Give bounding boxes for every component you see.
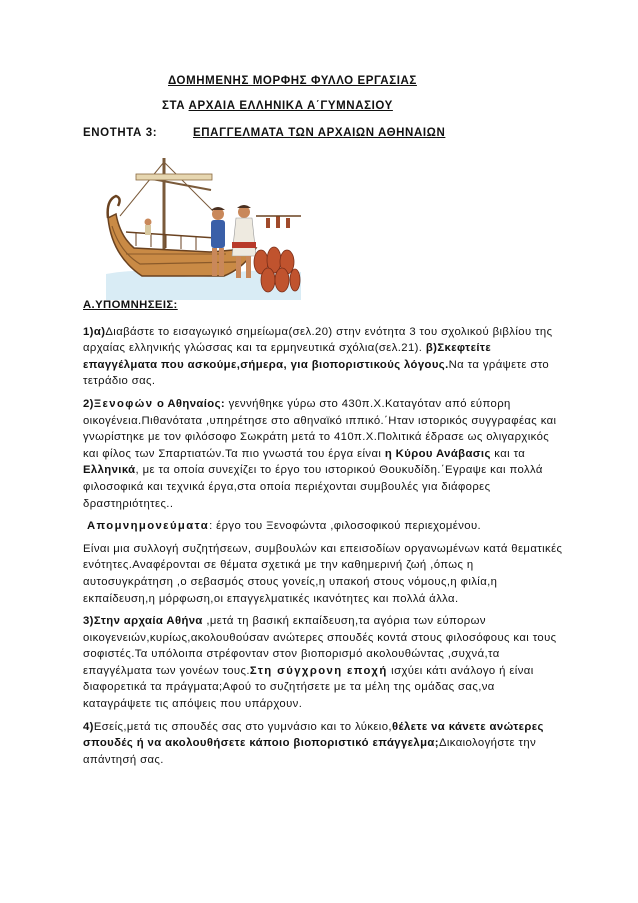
question-1-instruction: Να τα γράψετε στο τετράδιο σας. bbox=[83, 358, 550, 388]
question-4-instruction: Δικαιολογήστε την απάντησή σας. bbox=[83, 737, 537, 766]
question-4-question: θέλετε να κάνετε ανώτερες σπουδές ή να ακολουθήσετε κάποιο βιοποριστικό επάγγελμα; bbox=[83, 720, 544, 750]
collection-paragraph: Είναι μια συλλογή συζητήσεων, συμβουλών και επεισοδίων οργανωμένων κατά θεματικές ενότητες.Αναφέρονται σε θέματα σχετικά με την καθημερινή ζωή ,όπως η αυτοσυγκράτηση ,ο σεβασμός στους γονείς,η υπακοή στους νόμους,η φιλία,η εκπαίδευση,η μόρφωση,οι επαγγελματικές ικανότητες και πολλά άλλα. bbox=[83, 542, 563, 605]
ancient-ship-illustration bbox=[106, 156, 301, 300]
work-connector: και τα bbox=[490, 447, 526, 460]
question-2 bbox=[83, 396, 563, 512]
question-3-number: 3) bbox=[83, 615, 94, 628]
worksheet-body bbox=[83, 297, 563, 774]
question-3-text: ,μετά τη βασική εκπαίδευση,τα αγόρια των εύπορων οικογενειών,κυρίως,ακολουθούσαν ανώτερες σπουδές κοντά στους φιλοσόφους και τους σοφιστές.Τα υπόλοιπα στρέφονταν στον βιοπορισμό ακολουθώντας ,συχνά,τα επαγγέλματα των γονέων τους. bbox=[83, 615, 557, 677]
memorabilia-text: : έργο του Ξενοφώντα ,φιλοσοφικού περιεχομένου. bbox=[209, 520, 482, 533]
ship-merchants-icon bbox=[106, 156, 301, 300]
question-1-text: Διαβάστε το εισαγωγικό σημείωμα(σελ.20) στην ενότητα 3 του σχολικού βιβλίου της αρχαίας ελληνικής γλώσσας και τα ερμηνευτικά σχόλια(σελ.21). bbox=[83, 325, 553, 355]
xenophon-epithet: ο Αθηναίος: bbox=[156, 397, 226, 410]
question-4-text: Εσείς,μετά τις σπουδές σας στο γυμνάσιο και το λύκειο, bbox=[93, 720, 392, 733]
unit-heading bbox=[83, 127, 446, 139]
question-3-modern: Στη σύγχρονη εποχή bbox=[249, 664, 388, 677]
xenophon-name: Ξενοφών bbox=[93, 397, 154, 410]
xenophon-bio: γεννήθηκε γύρω στο 430π.Χ.Καταγόταν από εύπορη οικογένεια.Πιθανότατα ,υπηρέτησε στο αθηναϊκό ιππικό.΄Ηταν ιστορικός συγγραφέας και γνωρίστηκε με τον φιλόσοφο Σωκράτη μετά το 410π.Χ.Πολιτικά έδρασε ως ολιγαρχικός και φίλος των Σπαρτιατών.Τα πιο γνωστά του έργα είναι bbox=[83, 397, 557, 460]
question-4-number: 4) bbox=[83, 720, 94, 733]
question-3-task: ισχύει κάτι ανάλογο ή είναι διαφορετικά τα πράγματα;Αφού το συζητήσετε με τα μέλη της ομάδας σας,να καταγράψετε τις απόψεις που υπάρχουν. bbox=[83, 664, 534, 711]
question-1-number: 1)α) bbox=[83, 325, 106, 338]
question-2-number: 2) bbox=[83, 397, 94, 410]
work-hellenica: Ελληνικά bbox=[83, 464, 136, 477]
question-1-task: β)Σκεφτείτε επαγγέλματα που ασκούμε,σήμερα, για βιοποριστικούς λόγους. bbox=[83, 342, 492, 371]
unit-title: ΕΠΑΓΓΕΛΜΑΤΑ ΤΩΝ ΑΡΧΑΙΩΝ ΑΘΗΝΑΙΩΝ bbox=[193, 127, 446, 139]
question-3 bbox=[83, 613, 563, 713]
subtitle-prefix: ΣΤΑ bbox=[162, 100, 189, 112]
question-1 bbox=[83, 324, 563, 390]
work-anabasis: η Κύρου Ανάβασις bbox=[384, 447, 491, 460]
worksheet-title: ΔΟΜΗΜΕΝΗΣ ΜΟΡΦΗΣ ΦΥΛΛΟ ΕΡΓΑΣΙΑΣ bbox=[168, 75, 417, 87]
question-3-athens: Στην αρχαία Αθήνα bbox=[93, 615, 203, 628]
xenophon-bio-end: , με τα οποία συνεχίζει το έργο του ιστορικού Θουκυδίδη.΄Εγραψε και πολλά φιλοσοφικά και τεχνικά έργα,στα οποία περιέχονται συμβουλές για διάφορες δραστηριότητες.. bbox=[83, 464, 543, 510]
memorabilia-definition bbox=[87, 518, 563, 535]
notes-heading: Α.ΥΠΟΜΝΗΣΕΙΣ: bbox=[83, 299, 178, 311]
worksheet-subtitle bbox=[162, 100, 393, 112]
subtitle-subject: ΑΡΧΑΙΑ ΕΛΛΗΝΙΚΑ Α΄ΓΥΜΝΑΣΙΟΥ bbox=[188, 100, 393, 112]
memorabilia-term: Απομνημονεύματα bbox=[87, 520, 210, 533]
question-4 bbox=[83, 719, 563, 769]
unit-label: ΕΝΟΤΗΤΑ 3: bbox=[83, 127, 158, 139]
